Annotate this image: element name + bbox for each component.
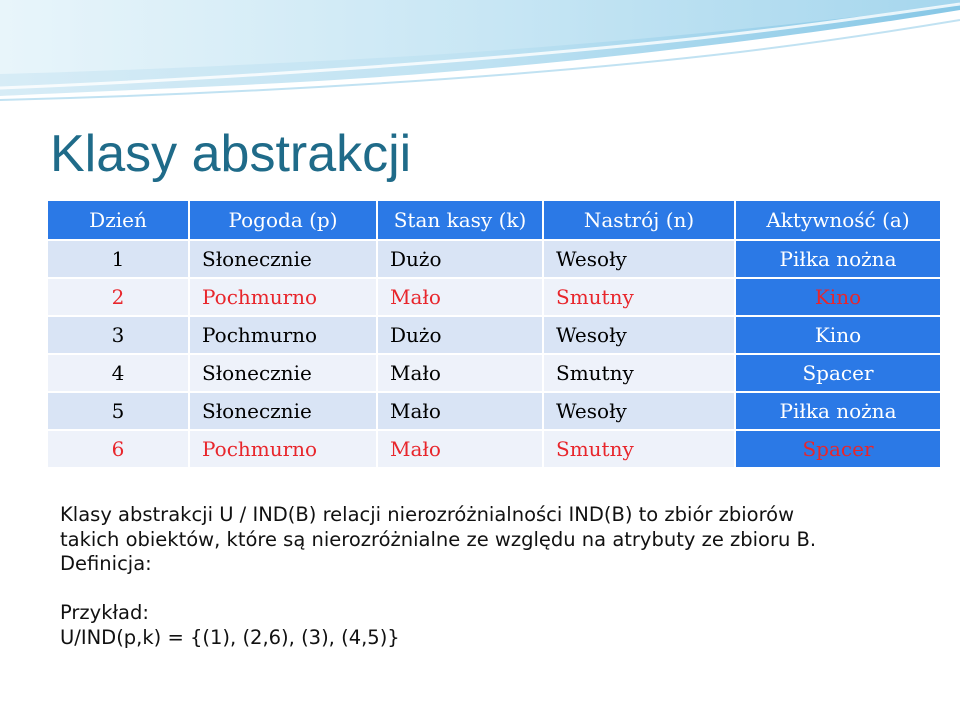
cell-day: 5 [48, 393, 190, 431]
cell-weather: Słonecznie [190, 241, 378, 279]
cell-activity: Piłka nożna [736, 393, 942, 431]
table-row [48, 317, 942, 355]
cell-mood: Wesoły [544, 393, 736, 431]
cell-cash: Dużo [378, 241, 544, 279]
cell-day: 2 [48, 279, 190, 317]
cell-activity: Spacer [736, 355, 942, 393]
cell-activity: Piłka nożna [736, 241, 942, 279]
header-day: Dzień [48, 201, 190, 241]
table-row [48, 241, 942, 279]
cell-activity: Spacer [736, 431, 942, 469]
cell-mood: Wesoły [544, 317, 736, 355]
cell-activity: Kino [736, 279, 942, 317]
example-label: Przykład: [60, 601, 149, 624]
cell-cash: Mało [378, 431, 544, 469]
cell-weather: Pochmurno [190, 317, 378, 355]
table-row [48, 393, 942, 431]
slide-title: Klasy abstrakcji [50, 125, 412, 183]
header-weather: Pogoda (p) [190, 201, 378, 241]
cell-mood: Smutny [544, 431, 736, 469]
table-row [48, 355, 942, 393]
cell-weather: Pochmurno [190, 279, 378, 317]
table-row-highlighted [48, 279, 942, 317]
cell-day: 4 [48, 355, 190, 393]
header-activity: Aktywność (a) [736, 201, 942, 241]
header-wave-decoration [0, 0, 960, 110]
cell-day: 1 [48, 241, 190, 279]
cell-activity: Kino [736, 317, 942, 355]
cell-day: 3 [48, 317, 190, 355]
cell-cash: Mało [378, 279, 544, 317]
header-mood: Nastrój (n) [544, 201, 736, 241]
example-formula: U/IND(p,k) = {(1), (2,6), (3), (4,5)} [60, 625, 400, 649]
data-table [48, 201, 942, 469]
decision-table [48, 201, 942, 469]
table-header-row [48, 201, 942, 241]
cell-cash: Dużo [378, 317, 544, 355]
definition-line-2: takich obiektów, które są nierozróżnialne ze względu na atrybuty ze zbioru B. [60, 527, 817, 551]
cell-day: 6 [48, 431, 190, 469]
cell-mood: Wesoły [544, 241, 736, 279]
cell-cash: Mało [378, 355, 544, 393]
table-row-highlighted [48, 431, 942, 469]
definition-line-1: Klasy abstrakcji U / IND(B) relacji nierozróżnialności IND(B) to zbiór zbiorów [60, 503, 795, 526]
cell-mood: Smutny [544, 355, 736, 393]
cell-weather: Słonecznie [190, 393, 378, 431]
spacer [60, 577, 920, 602]
cell-weather: Pochmurno [190, 431, 378, 469]
header-cash: Stan kasy (k) [378, 201, 544, 241]
definition-label: Definicja: [60, 552, 152, 575]
cell-weather: Słonecznie [190, 355, 378, 393]
cell-cash: Mało [378, 393, 544, 431]
body-text [60, 503, 920, 650]
cell-mood: Smutny [544, 279, 736, 317]
